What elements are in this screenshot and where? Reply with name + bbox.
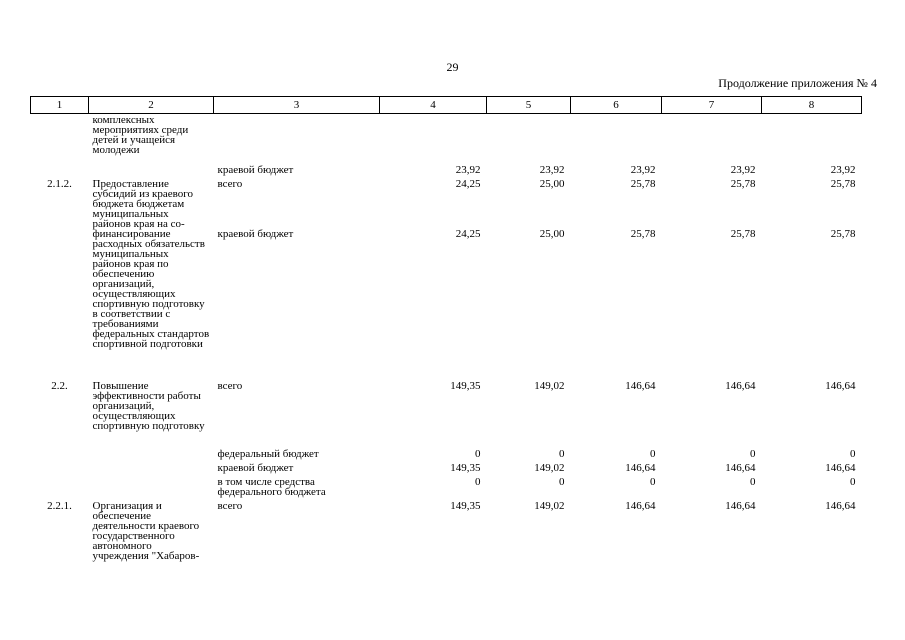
row-value: 149,02: [534, 380, 565, 392]
row-value: [762, 114, 862, 160]
row-name: комплексных мероприятиях среди детей и учащейся молодежи: [92, 114, 189, 156]
row-value: 149,35: [450, 500, 481, 512]
row-value: 149,02: [534, 500, 565, 512]
table-row: [31, 229, 862, 375]
row-name: [89, 463, 214, 477]
row-value: 146,64: [825, 462, 856, 474]
row-code: [31, 477, 89, 499]
row-source: [214, 114, 380, 160]
row-source: всего: [217, 380, 243, 392]
row-name: Повышение эффективности работы организаций, осуществляющих спортивную подготовку: [92, 380, 205, 432]
row-source: краевой бюджет: [217, 462, 294, 474]
row-value: 0: [475, 476, 481, 488]
row-name: Организация и обеспечение деятельности краевого государственного автономного учреждения "Хабаров-: [92, 500, 200, 562]
row-value: 146,64: [725, 462, 756, 474]
header-col-4: 4: [380, 97, 487, 114]
row-value: 146,64: [725, 500, 756, 512]
row-value: 0: [559, 476, 565, 488]
row-value: 25,00: [539, 178, 565, 190]
row-value: 0: [475, 448, 481, 460]
row-code: [31, 114, 89, 160]
row-code: [31, 463, 89, 477]
header-col-8: 8: [762, 97, 862, 114]
row-value: 0: [850, 476, 856, 488]
row-value: 23,92: [830, 164, 856, 176]
row-value: [487, 114, 571, 160]
row-value: 25,78: [830, 228, 856, 240]
row-value: 149,02: [534, 462, 565, 474]
budget-table: [30, 96, 862, 571]
row-code: 2.2.1.: [47, 500, 72, 512]
row-source: краевой бюджет: [217, 164, 294, 176]
table-row: [31, 449, 862, 463]
table-row: [31, 375, 862, 449]
appendix-note: Продолжение приложения № 4: [718, 76, 877, 90]
row-value: 23,92: [539, 164, 565, 176]
row-name: Предоставление субсидий из краевого бюджета бюджетам муниципальных районов края на со-: [92, 178, 194, 230]
header-col-1: 1: [31, 97, 89, 114]
row-name: [89, 477, 214, 499]
row-value: 24,25: [455, 178, 481, 190]
row-source: краевой бюджет: [217, 228, 294, 240]
row-source: федеральный бюджет: [217, 448, 319, 460]
row-value: 146,64: [625, 500, 656, 512]
row-value: [662, 114, 762, 160]
header-col-5: 5: [487, 97, 571, 114]
table-row: [31, 499, 862, 571]
header-col-7: 7: [662, 97, 762, 114]
header-col-6: 6: [571, 97, 662, 114]
row-code: [31, 229, 89, 375]
row-value: 23,92: [730, 164, 756, 176]
row-value: 146,64: [825, 380, 856, 392]
row-code: [31, 449, 89, 463]
row-name: [89, 449, 214, 463]
row-value: 25,00: [539, 228, 565, 240]
table-row: [31, 477, 862, 499]
table-row: [31, 463, 862, 477]
table-header: [31, 97, 862, 114]
row-value: 25,78: [830, 178, 856, 190]
table-row: [31, 159, 862, 177]
row-value: [380, 114, 487, 160]
row-value: 0: [750, 476, 756, 488]
row-value: 24,25: [455, 228, 481, 240]
row-value: 149,35: [450, 380, 481, 392]
row-name: [89, 159, 214, 177]
row-value: 0: [750, 448, 756, 460]
row-value: 25,78: [630, 228, 656, 240]
row-value: 0: [559, 448, 565, 460]
row-code: 2.2.: [51, 380, 68, 392]
header-col-2: 2: [89, 97, 214, 114]
row-value: [571, 114, 662, 160]
row-source: всего: [217, 178, 243, 190]
row-name: финансирование расходных обязательств муниципальных районов края по обеспечению организаций, осуществляющих спортивную подготовку в соответствии с требованиями федеральных стандартов спортивной подготовки: [92, 228, 210, 350]
row-value: 25,78: [730, 228, 756, 240]
row-value: 0: [650, 448, 656, 460]
header-col-3: 3: [214, 97, 380, 114]
row-code: 2.1.2.: [47, 178, 72, 190]
row-value: 0: [650, 476, 656, 488]
row-value: 146,64: [625, 462, 656, 474]
row-value: 146,64: [725, 380, 756, 392]
table-row: [31, 177, 862, 229]
row-value: 0: [850, 448, 856, 460]
row-value: 146,64: [625, 380, 656, 392]
row-source: всего: [217, 500, 243, 512]
table-row: [31, 114, 862, 160]
row-value: 25,78: [730, 178, 756, 190]
row-value: 25,78: [630, 178, 656, 190]
row-value: 149,35: [450, 462, 481, 474]
row-value: 23,92: [630, 164, 656, 176]
row-value: 146,64: [825, 500, 856, 512]
row-source: в том числе средства федерального бюджета: [217, 476, 326, 498]
page-number: 29: [446, 60, 459, 74]
row-code: [31, 159, 89, 177]
row-value: 23,92: [455, 164, 481, 176]
